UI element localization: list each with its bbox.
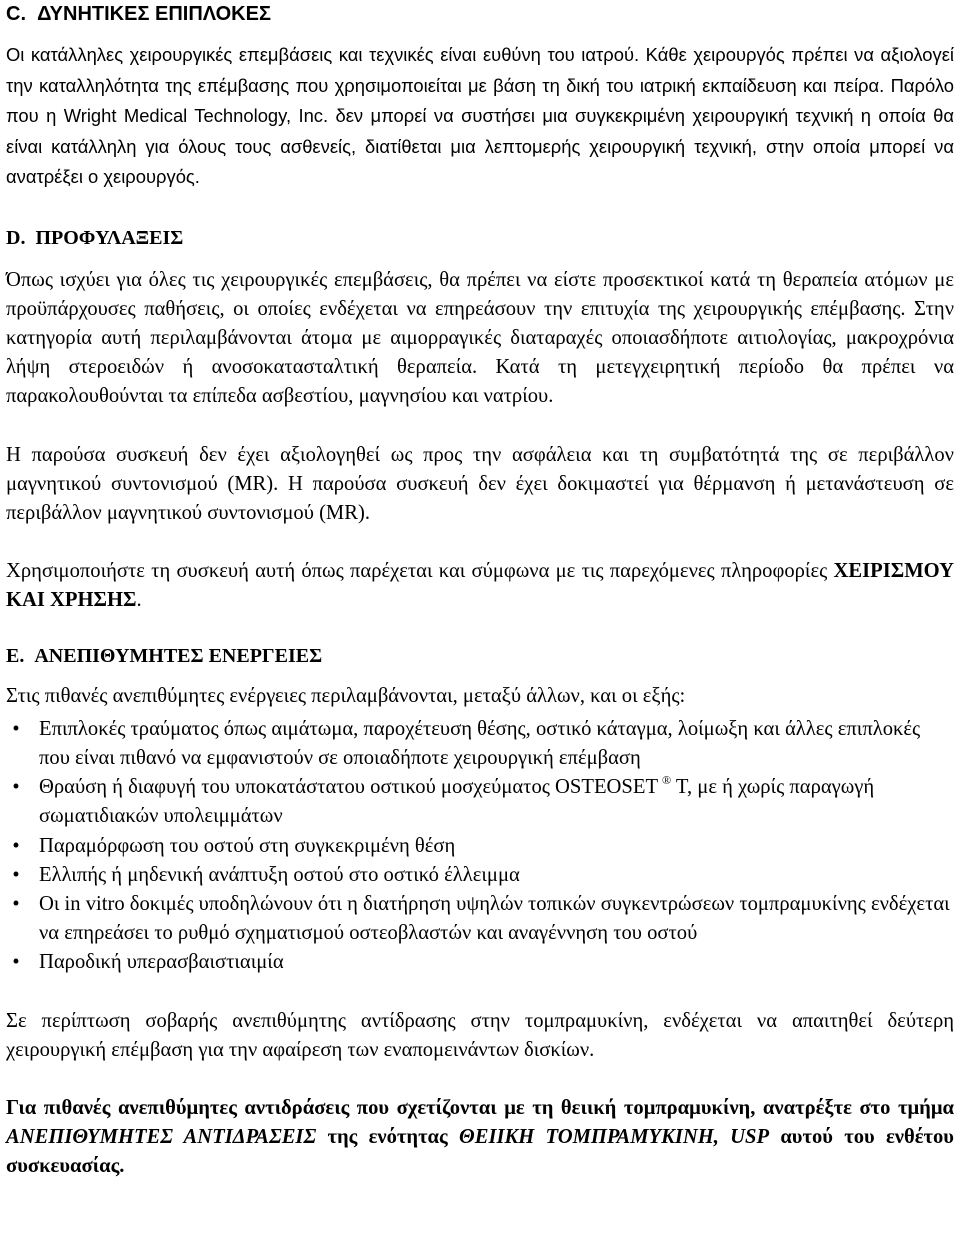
bullet-icon: • bbox=[12, 951, 20, 974]
list-item-text: Ελλιπής ή μηδενική ανάπτυξη οστού στο οστικό έλλειμμα bbox=[39, 863, 520, 886]
section-e-adverse-effects bbox=[6, 644, 954, 1182]
section-e-final-note bbox=[6, 1094, 954, 1182]
usage-period: . bbox=[136, 589, 142, 612]
list-item bbox=[6, 773, 954, 831]
list-item-text: Παροδική υπερασβαιστιαιμία bbox=[39, 951, 284, 974]
list-item-text: Οι in vitro δοκιμές υποδηλώνουν ότι η διατήρηση υψηλών τοπικών συγκεντρώσεων τομπραμυκίνης ενδέχεται να επηρεάσει το ρυθμό σχηματισμού οστεοβλαστών και αναγέννηση του οστού bbox=[39, 892, 950, 945]
final-note-text: της ενότητας bbox=[316, 1126, 459, 1149]
list-item-text: Θραύση ή διαφυγή του υποκατάστατου οστικού μοσχεύματος OSTEOSET bbox=[39, 776, 659, 799]
list-item bbox=[6, 861, 954, 890]
section-d-heading: D. ΠΡΟΦΥΛΑΞΕΙΣ bbox=[6, 226, 184, 249]
usage-bold-reference: ΧΕΙΡΙΣΜΟΥ ΚΑΙ ΧΡΗΣΗΣ bbox=[6, 560, 954, 612]
bullet-icon: • bbox=[12, 863, 20, 886]
bullet-icon: • bbox=[12, 776, 20, 799]
section-d-paragraph-usage bbox=[6, 557, 954, 615]
list-item bbox=[6, 948, 954, 977]
list-item-text-suffix: T, με ή χωρίς παραγωγή σωματιδιακών υπολειμμάτων bbox=[39, 776, 875, 828]
registered-mark: ® bbox=[662, 773, 672, 788]
list-item-text: Παραμόρφωση του οστού στη συγκεκριμένη θέση bbox=[39, 834, 456, 857]
final-note-italic-section: ΘΕΙΙΚΗ ΤΟΜΠΡΑΜΥΚΙΝΗ, USP bbox=[459, 1126, 770, 1149]
section-e-heading: E. ΑΝΕΠΙΘΥΜΗΤΕΣ ΕΝΕΡΓΕΙΕΣ bbox=[6, 644, 323, 667]
list-item-text: Επιπλοκές τραύματος όπως αιμάτωμα, παροχέτευση θέσης, οστικό κάταγμα, λοίμωξη και άλλες επιπλοκές που είναι πιθανό να εμφανιστούν σε οποιαδήποτε χειρουργική επέμβαση bbox=[39, 717, 921, 769]
section-e-paragraph-severe-reaction: Σε περίπτωση σοβαρής ανεπιθύμητης αντίδρασης στην τομπραμυκίνη, ενδέχεται να απαιτηθεί δεύτερη χειρουργική επέμβαση για την αφαίρεση των εναπομεινάντων δισκίων. bbox=[6, 1009, 954, 1061]
section-c-heading: C. ΔΥΝΗΤΙΚΕΣ ΕΠΙΠΛΟΚΕΣ bbox=[6, 3, 271, 25]
section-c-complications bbox=[6, 2, 954, 193]
list-item bbox=[6, 832, 954, 861]
usage-text: Χρησιμοποιήστε τη συσκευή αυτή όπως παρέχεται και σύμφωνα με τις παρεχόμενες πληροφορίες bbox=[6, 560, 834, 583]
adverse-effects-list bbox=[6, 715, 954, 978]
section-d-paragraph-mr-safety: Η παρούσα συσκευή δεν έχει αξιολογηθεί ως προς την ασφάλεια και τη συμβατότητά της σε περιβάλλον μαγνητικού συντονισμού (MR). Η παρούσα συσκευή δεν έχει δοκιμαστεί για θέρμανση ή μετανάστευση σε περιβάλλον μαγνητικού συντονισμού (MR). bbox=[6, 443, 954, 524]
list-item bbox=[6, 715, 954, 773]
bullet-icon: • bbox=[12, 834, 20, 857]
final-note-italic-reference: ΑΝΕΠΙΘΥΜΗΤΕΣ ΑΝΤΙΔΡΑΣΕΙΣ bbox=[6, 1126, 317, 1149]
bullet-icon: • bbox=[12, 892, 20, 915]
bullet-icon: • bbox=[12, 717, 20, 740]
final-note-text: αυτού του ενθέτου συσκευασίας. bbox=[6, 1126, 954, 1178]
section-c-paragraph: Οι κατάλληλες χειρουργικές επεμβάσεις και τεχνικές είναι ευθύνη του ιατρού. Κάθε χειρουργός πρέπει να αξιολογεί την καταλληλότητα της επέμβασης που χρησιμοποιείται με βάση τη δική του ιατρική εκπαίδευση και πείρα. Παρόλο που η Wright Medical Technology, Inc. δεν μπορεί να συστήσει μια συγκεκριμένη χειρουργική τεχνική η οποία θα είναι κατάλληλη για όλους τους ασθενείς, διατίθεται μια λεπτομερής χειρουργική τεχνική, στην οποία μπορεί να ανατρέξει ο χειρουργός. bbox=[6, 44, 954, 187]
section-d-precautions bbox=[6, 226, 954, 616]
list-item bbox=[6, 890, 954, 948]
section-d-paragraph-conditions: Όπως ισχύει για όλες τις χειρουργικές επεμβάσεις, θα πρέπει να είστε προσεκτικοί κατά τη θεραπεία ατόμων με προϋπάρχουσες παθήσεις, οι οποίες ενδέχεται να επηρεάσουν την επιτυχία της χειρουργικής επέμβασης. Στην κατηγορία αυτή περιλαμβάνονται άτομα με αιμορραγικές διαταραχές οποιασδήποτε αιτιολογίας, μακροχρόνια λήψη στεροειδών ή ανοσοκατασταλτική θεραπεία. Κατά τη μετεγχειρητική περίοδο θα πρέπει να παρακολουθούνται τα επίπεδα ασβεστίου, μαγνησίου και νατρίου. bbox=[6, 268, 954, 408]
section-e-intro: Στις πιθανές ανεπιθύμητες ενέργειες περιλαμβάνονται, μεταξύ άλλων, και οι εξής: bbox=[6, 684, 686, 707]
final-note-text: Για πιθανές ανεπιθύμητες αντιδράσεις που σχετίζονται με τη θειική τομπραμυκίνη, ανατρέξτε στο τμήμα bbox=[6, 1096, 954, 1119]
